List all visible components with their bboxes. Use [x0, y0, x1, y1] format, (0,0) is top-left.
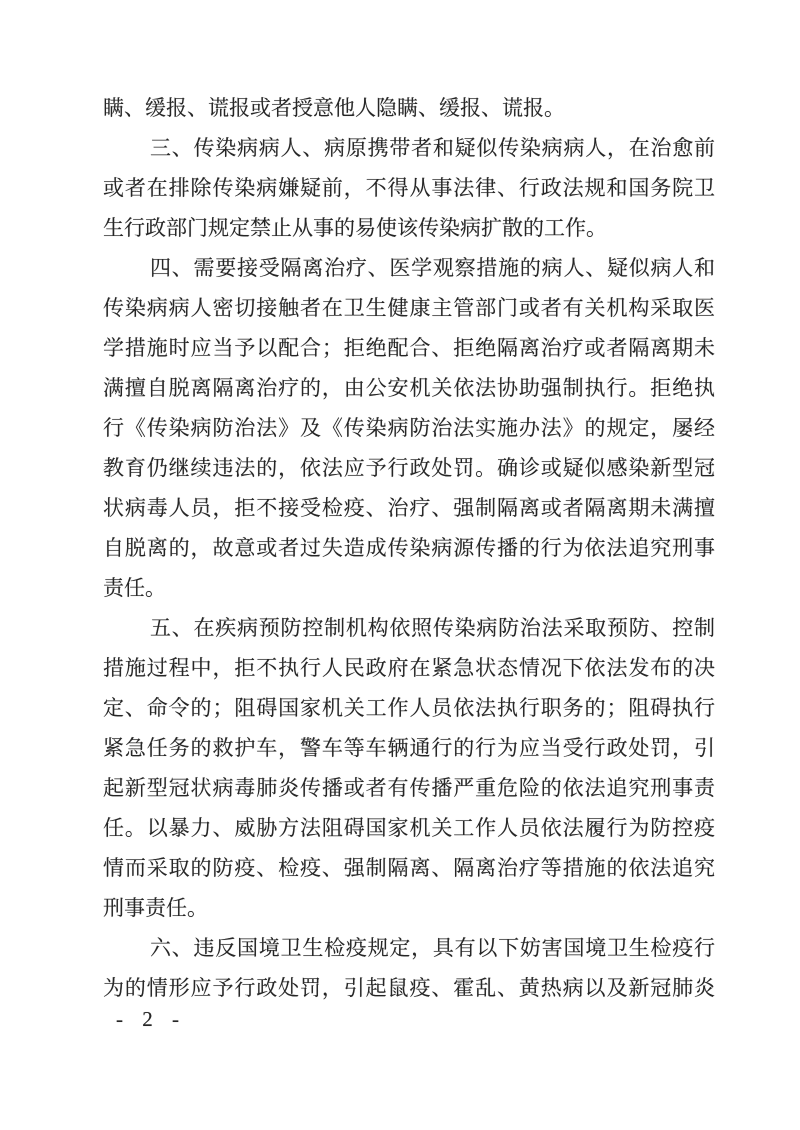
- text-line: 传染病病人密切接触者在卫生健康主管部门或者有关机构采取医: [103, 296, 715, 320]
- text-line: 生行政部门规定禁止从事的易使该传染病扩散的工作。: [103, 216, 607, 240]
- text-line: 定、命令的；阻碍国家机关工作人员依法执行职务的；阻碍执行: [103, 696, 715, 720]
- text-line: 瞒、缓报、谎报或者授意他人隐瞒、缓报、谎报。: [103, 96, 565, 120]
- text-line: 行《传染病防治法》及《传染病防治法实施办法》的规定，屡经: [103, 416, 715, 440]
- text-line: 紧急任务的救护车，警车等车辆通行的行为应当受行政处罚，引: [103, 736, 715, 760]
- text-line: 状病毒人员，拒不接受检疫、治疗、强制隔离或者隔离期未满擅: [103, 496, 715, 520]
- text-line: 满擅自脱离隔离治疗的，由公安机关依法协助强制执行。拒绝执: [103, 376, 715, 400]
- text-line: 刑事责任。: [103, 896, 208, 920]
- text-line: 四、需要接受隔离治疗、医学观察措施的病人、疑似病人和: [150, 256, 715, 280]
- text-line: 五、在疾病预防控制机构依照传染病防治法采取预防、控制: [150, 616, 715, 640]
- text-line: 三、传染病病人、病原携带者和疑似传染病病人，在治愈前: [150, 136, 715, 160]
- text-line: 起新型冠状病毒肺炎传播或者有传播严重危险的依法追究刑事责: [103, 776, 715, 800]
- text-line: 教育仍继续违法的，依法应予行政处罚。确诊或疑似感染新型冠: [103, 456, 715, 480]
- text-line: 六、违反国境卫生检疫规定，具有以下妨害国境卫生检疫行: [150, 936, 715, 960]
- text-line: 措施过程中，拒不执行人民政府在紧急状态情况下依法发布的决: [103, 656, 715, 680]
- text-line: 情而采取的防疫、检疫、强制隔离、隔离治疗等措施的依法追究: [103, 856, 715, 880]
- text-line: 责任。: [103, 576, 166, 600]
- text-line: 为的情形应予行政处罚，引起鼠疫、霍乱、黄热病以及新冠肺炎: [103, 976, 715, 1000]
- page-number: - 2 -: [116, 1007, 186, 1031]
- text-line: 学措施时应当予以配合；拒绝配合、拒绝隔离治疗或者隔离期未: [103, 336, 715, 360]
- document-text-block: [103, 88, 715, 1008]
- text-line: 或者在排除传染病嫌疑前，不得从事法律、行政法规和国务院卫: [103, 176, 715, 200]
- text-line: 任。以暴力、威胁方法阻碍国家机关工作人员依法履行为防控疫: [103, 816, 715, 840]
- text-line: 自脱离的，故意或者过失造成传染病源传播的行为依法追究刑事: [103, 536, 715, 560]
